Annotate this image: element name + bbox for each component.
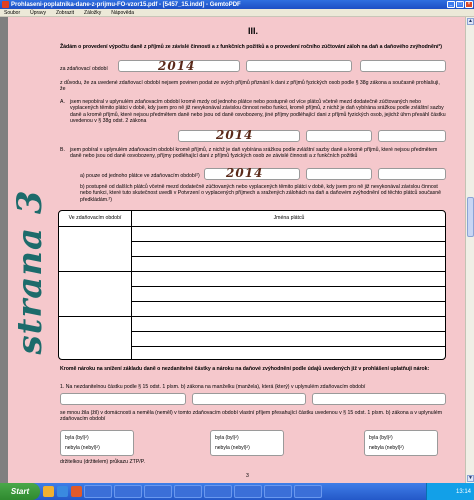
system-tray: [426, 483, 474, 500]
window-title-bar[interactable]: [0, 0, 474, 9]
document-viewport[interactable]: [0, 17, 474, 483]
option-group-1[interactable]: [60, 430, 134, 456]
period-field-2[interactable]: [246, 60, 352, 72]
request-heading: Žádám o provedení výpočtu daně z příjmů ze závislé činnosti a z funkčních požitků a o provedení ročního zúčtování záloh na daň a daňového zvýhodnění²): [60, 44, 442, 50]
table-header-names: Jména plátců: [273, 215, 305, 221]
menu-item-zobrazit[interactable]: Zobrazit: [55, 9, 75, 16]
spouse-birth-field[interactable]: [192, 393, 306, 405]
menu-bar: [0, 9, 474, 17]
folder-icon[interactable]: [43, 486, 54, 497]
option-was[interactable]: byla (byl)²): [369, 435, 393, 441]
clock[interactable]: 13:14: [455, 488, 471, 495]
spouse-id-field[interactable]: [312, 393, 446, 405]
period-label: za zdaňovací období: [60, 66, 108, 72]
item-b-text: jsem pobíral v uplynulém zdaňovacím období kromě příjmů, z nichž je daň vybírána srážkou podle zvláštní sazby daně a kromě příjmů, které nejsou předmětem daně nebo jsou od daně osvobozeny, příjmy podléhající dani z příjmů fyzických osob ze závislé činnosti a z funkčních požitků: [70, 147, 438, 160]
claim-1-cont: se mnou žila (žil) v domácnosti a neměla (neměl) v tomto zdaňovacím období vlastní příjem přesahující částku uvedenou v § 15 odst. 1 písm. b) zákona a v uplynulém zdaňovacím období: [60, 410, 443, 423]
table-row[interactable]: [59, 271, 446, 272]
item-a-field-3[interactable]: [378, 130, 446, 142]
page-number: 3: [246, 473, 249, 479]
reason-text: z důvodu, že za uvedené zdaňovací období nejsem povinen podat ze svých příjmů přiznání k dani z příjmů fyzických osob podle § 38g zákona a současně prohlašuji, že: [60, 80, 440, 93]
item-a-letter: A.: [60, 99, 65, 105]
taskbar: [0, 483, 474, 500]
option-was[interactable]: byla (byl)²): [215, 435, 239, 441]
item-b-letter: B.: [60, 147, 65, 153]
taskbar-window-button[interactable]: [294, 485, 322, 498]
taskbar-window-button[interactable]: [204, 485, 232, 498]
table-header-line: [59, 226, 446, 227]
option-was-not[interactable]: nebyla (nebyl)²): [215, 445, 250, 451]
table-header-period: Ve zdaňovacím období: [68, 215, 122, 221]
maximize-button[interactable]: □: [456, 1, 464, 8]
item-b-b-text: b) postupně od dalších plátců včetně mezd dodatečně zúčtovaných nebo vyplacených těmito plátci v době, kdy jsem pro ně již nevykonával závislou činnost nebo funkci, které tuto skutečnost uvedli v Potvrzení o vyplacených příjmech a sražených zálohách na daň a daňovém zvýhodnění od těchto plátců současně předkládám.²): [80, 184, 442, 203]
side-label-text: strana 3: [10, 189, 50, 355]
taskbar-window-button[interactable]: [144, 485, 172, 498]
window-title: Prohlaseni-poplatnika-dane-z-prijmu-FO-vzor15.pdf - [5457_15.indd] - GemtoPDF: [11, 1, 241, 8]
browser-icon[interactable]: [57, 486, 68, 497]
menu-item-soubor[interactable]: Soubor: [4, 9, 21, 16]
option-was[interactable]: byla (byl)²): [65, 435, 89, 441]
table-row[interactable]: [131, 286, 446, 287]
item-a-field-2[interactable]: [306, 130, 372, 142]
scroll-down-icon[interactable]: ▼: [468, 475, 473, 481]
table-row[interactable]: [131, 331, 446, 332]
table-row[interactable]: [59, 316, 446, 317]
taskbar-window-button[interactable]: [174, 485, 202, 498]
section-title: III.: [248, 26, 259, 36]
item-b-a-field-3[interactable]: [378, 168, 446, 180]
payers-table[interactable]: [58, 210, 446, 360]
menu-item-zalozky[interactable]: Záložky: [84, 9, 102, 16]
item-b-a-text: a) pouze od jednoho plátce ve zdaňovacím období²): [80, 173, 200, 179]
table-row[interactable]: [131, 241, 446, 242]
item-a-year: 2014: [216, 128, 254, 142]
app-icon: [2, 1, 9, 8]
taskbar-window-button[interactable]: [234, 485, 262, 498]
period-year: 2014: [158, 59, 196, 73]
option-group-2[interactable]: [210, 430, 284, 456]
menu-item-napoveda[interactable]: Nápověda: [111, 9, 135, 16]
item-b-a-field-2[interactable]: [306, 168, 372, 180]
pdf-page: [8, 17, 465, 483]
claim-1-text: 1. Na nezdanitelnou částku podle § 15 odst. 1 písm. b) zákona na manželku (manžela), která (který) v uplynulém zdaňovacím období: [60, 384, 366, 390]
table-row[interactable]: [131, 346, 446, 347]
option-group-3[interactable]: [364, 430, 438, 456]
start-button[interactable]: Start: [0, 483, 40, 500]
scroll-up-icon[interactable]: ▲: [468, 18, 473, 24]
table-row[interactable]: [131, 301, 446, 302]
vertical-scrollbar[interactable]: [465, 17, 474, 483]
close-button[interactable]: ×: [465, 1, 473, 8]
side-label: [10, 187, 50, 357]
item-a-text: jsem nepobíral v uplynulém zdaňovacím období kromě mzdy od jednoho plátce nebo postupně od více plátců včetně mezd dodatečně zúčtovaných nebo vyplacených těmito plátci v době, kdy jsem pro ně již nevykonával závislou činnost nebo funkci, kromě příjmů, z nichž je daň vybírána srážkou podle zvláštní sazby daně a kromě příjmů, které nejsou předmětem daně nebo jsou od daně osvobozeny, jiné příjmy podléhající dani z příjmů fyzických osob, jejichž úhrn přesáhl částku uvedenou v § 38g odst. 2 zákona: [70, 99, 446, 125]
option-was-not[interactable]: nebyla (nebyl)²): [65, 445, 100, 451]
claim-heading: Kromě nároku na snížení základu daně o nezdanitelné částky a nároku na daňové zvýhodnění podle údajů uvedených již v prohlášení uplatňuji nárok:: [60, 366, 430, 372]
period-field-3[interactable]: [360, 60, 446, 72]
media-icon[interactable]: [71, 486, 82, 497]
option-was-not[interactable]: nebyla (nebyl)²): [369, 445, 404, 451]
scrollbar-thumb[interactable]: [467, 197, 474, 237]
item-b-a-year: 2014: [226, 166, 264, 180]
minimize-button[interactable]: _: [447, 1, 455, 8]
spouse-name-field[interactable]: [60, 393, 186, 405]
holder-text: držitelkou (držitelem) průkazu ZTP/P.: [60, 459, 145, 465]
menu-item-upravy[interactable]: Úpravy: [30, 9, 46, 16]
table-row[interactable]: [131, 256, 446, 257]
taskbar-window-button[interactable]: [114, 485, 142, 498]
taskbar-window-button[interactable]: [264, 485, 292, 498]
taskbar-window-button[interactable]: [84, 485, 112, 498]
